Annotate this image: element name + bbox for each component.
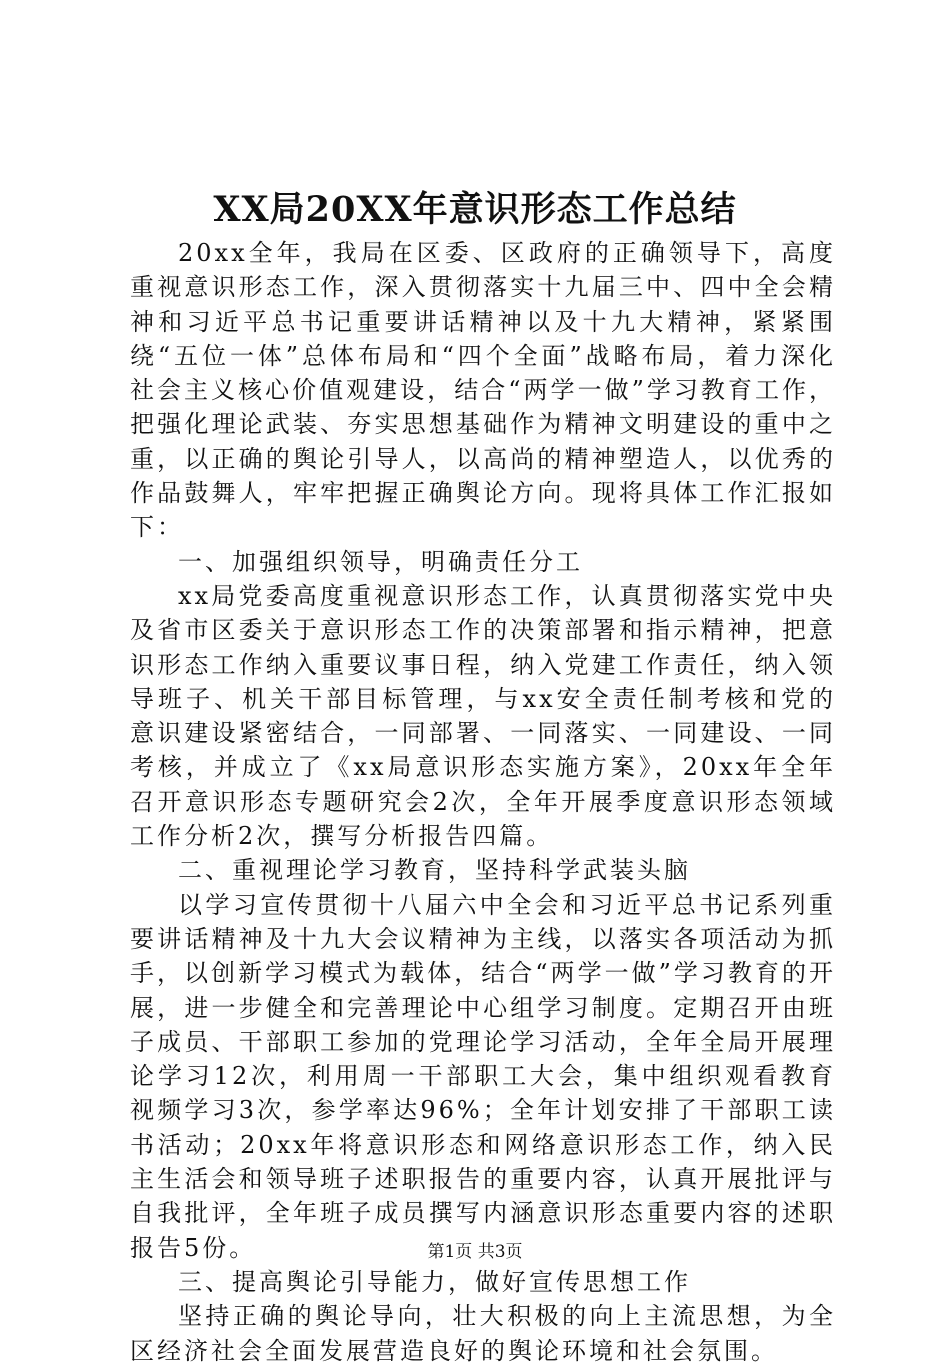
section-heading-1: 一、加强组织领导，明确责任分工 — [178, 547, 583, 576]
document-title: XX局20XX年意识形态工作总结 — [213, 189, 737, 230]
section-paragraph-3: 坚持正确的舆论导向，壮大积极的向上主流思想，为全区经济社会全面发展营造良好的舆论环境和社会氛围。 — [130, 1302, 836, 1365]
section-heading-3: 三、提高舆论引导能力，做好宣传思想工作 — [178, 1267, 691, 1296]
document-body — [130, 236, 836, 1368]
section-paragraph-2: 以学习宣传贯彻十八届六中全会和习近平总书记系列重要讲话精神及十九大会议精神为主线，以落实各项活动为抓手，以创新学习模式为载体，结合“两学一做”学习教育的开展，进一步健全和完善理论中心组学习制度。定期召开由班子成员、干部职工参加的党理论学习活动，全年全局开展理论学习12次，利用周一干部职工大会，集中组织观看教育视频学习3次，参学率达96%；全年计划安排了干部职工读书活动；20xx年将意识形态和网络意识形态工作，纳入民主生活会和领导班子述职报告的重要内容，认真开展批评与自我批评，全年班子成员撰写内涵意识形态重要内容的述职报告5份。 — [130, 890, 836, 1262]
section-paragraph-1: xx局党委高度重视意识形态工作，认真贯彻落实党中央及省市区委关于意识形态工作的决策部署和指示精神，把意识形态工作纳入重要议事日程，纳入党建工作责任，纳入领导班子、机关干部目标管理，与xx安全责任制考核和党的意识建设紧密结合，一同部署、一同落实、一同建设、一同考核，并成立了《xx局意识形态实施方案》，20xx年全年召开意识形态专题研究会2次，全年开展季度意识形态领域工作分析2次，撰写分析报告四篇。 — [130, 581, 836, 851]
section-heading-2: 二、重视理论学习教育，坚持科学武装头脑 — [178, 856, 691, 885]
intro-paragraph: 20xx全年，我局在区委、区政府的正确领导下，高度重视意识形态工作，深入贯彻落实十九届三中、四中全会精神和习近平总书记重要讲话精神以及十九大精神，紧紧围绕“五位一体”总体布局和“四个全面”战略布局，着力深化社会主义核心价值观建设，结合“两学一做”学习教育工作，把强化理论武装、夯实思想基础作为精神文明建设的重中之重，以正确的舆论引导人，以高尚的精神塑造人，以优秀的作品鼓舞人，牢牢把握正确舆论方向。现将具体工作汇报如下： — [130, 239, 836, 542]
page-footer: 第1页 共3页 — [427, 1242, 523, 1262]
